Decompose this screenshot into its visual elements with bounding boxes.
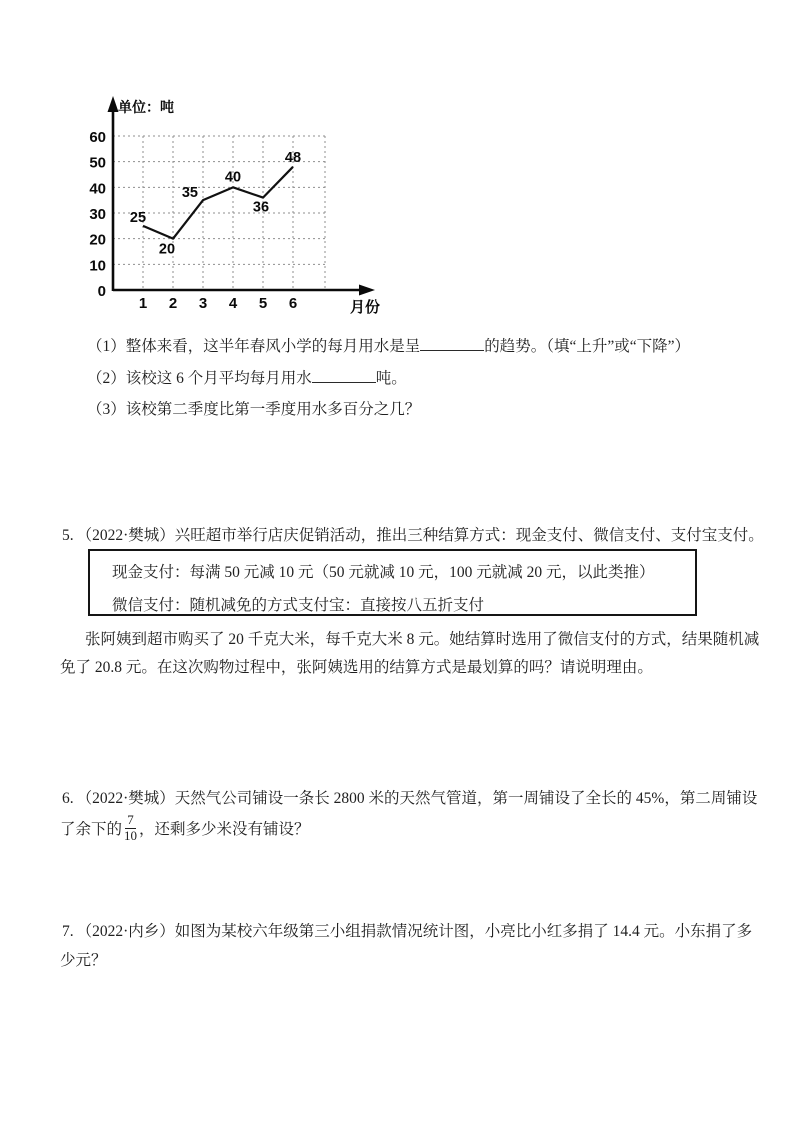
question-6-line1: （2022·樊城）天然气公司铺设一条长 2800 米的天然气管道，第一周铺设了全长的 45%，第二周铺设 bbox=[76, 790, 758, 807]
water-usage-line-chart bbox=[75, 90, 415, 325]
question-5-intro: （2022·樊城）兴旺超市举行店庆促销活动，推出三种结算方式：现金支付、微信支付、支付宝支付。 bbox=[76, 527, 764, 544]
fill-in-blank bbox=[420, 336, 484, 351]
sub-question-3 bbox=[87, 397, 420, 419]
svg-text:5: 5 bbox=[258, 295, 268, 312]
svg-text:月份: 月份 bbox=[349, 299, 381, 316]
svg-text:48: 48 bbox=[284, 149, 302, 166]
svg-text:1: 1 bbox=[138, 295, 148, 312]
svg-text:50: 50 bbox=[89, 154, 106, 172]
svg-text:单位：吨: 单位：吨 bbox=[118, 99, 174, 115]
svg-text:10: 10 bbox=[89, 257, 106, 275]
question-7 bbox=[62, 919, 752, 941]
question-7-line2: 少元？ bbox=[60, 952, 107, 969]
svg-text:0: 0 bbox=[97, 283, 106, 300]
question-7-number: 7. bbox=[62, 923, 74, 940]
sub-question-2-text: （2）该校这 6 个月平均每月用水 bbox=[87, 370, 312, 387]
svg-text:20: 20 bbox=[158, 241, 176, 258]
svg-text:3: 3 bbox=[198, 295, 208, 312]
svg-text:2: 2 bbox=[168, 295, 178, 312]
question-5-number: 5. bbox=[62, 527, 74, 544]
sub-question-2-tail: 吨。 bbox=[375, 370, 407, 387]
svg-text:25: 25 bbox=[129, 209, 147, 226]
question-7-line1: （2022·内乡）如图为某校六年级第三小组捐款情况统计图，小亮比小红多捐了 14.4 元。小东捐了多 bbox=[76, 923, 753, 940]
question-5-paragraph-line1: 张阿姨到超市购买了 20 千克大米，每千克大米 8 元。她结算时选用了微信支付的方式，结果随机减 bbox=[85, 631, 760, 648]
question-6-line2 bbox=[60, 811, 310, 843]
svg-text:6: 6 bbox=[288, 295, 298, 312]
question-6 bbox=[62, 786, 757, 808]
question-6-line2-pre: 了余下的 bbox=[60, 821, 123, 838]
fraction-denominator: 10 bbox=[124, 827, 138, 843]
svg-text:60: 60 bbox=[89, 129, 106, 146]
sub-question-2 bbox=[87, 366, 407, 388]
sub-question-1-text: （1）整体来看，这半年春风小学的每月用水是呈 bbox=[87, 338, 421, 355]
svg-text:36: 36 bbox=[252, 199, 270, 216]
sub-question-1 bbox=[87, 334, 690, 356]
question-5 bbox=[62, 523, 764, 545]
payment-options-box bbox=[88, 549, 697, 616]
fraction-seven-tenths bbox=[124, 813, 137, 844]
svg-text:35: 35 bbox=[181, 185, 198, 202]
sub-question-1-tail: 的趋势。（填“上升”或“下降”） bbox=[484, 338, 691, 355]
svg-text:20: 20 bbox=[89, 231, 106, 249]
svg-text:30: 30 bbox=[89, 206, 106, 223]
question-6-number: 6. bbox=[62, 790, 74, 807]
fraction-numerator: 7 bbox=[127, 811, 134, 827]
wechat-payment-rule: 微信支付：随机减免的方式支付宝：直接按八五折支付 bbox=[112, 597, 485, 614]
svg-text:40: 40 bbox=[224, 169, 242, 186]
svg-text:4: 4 bbox=[228, 295, 238, 312]
svg-text:40: 40 bbox=[89, 180, 106, 198]
question-5-paragraph-line2: 免了 20.8 元。在这次购物过程中，张阿姨选用的结算方式是最划算的吗？请说明理由。 bbox=[60, 659, 653, 676]
cash-payment-rule: 现金支付：每满 50 元减 10 元（50 元就减 10 元，100 元就减 20 元，以此类推） bbox=[112, 564, 655, 581]
question-6-line2-post: ，还剩多少米没有铺设？ bbox=[139, 821, 310, 838]
sub-question-3-text: （3）该校第二季度比第一季度用水多百分之几？ bbox=[87, 401, 421, 418]
fill-in-blank bbox=[312, 368, 376, 383]
